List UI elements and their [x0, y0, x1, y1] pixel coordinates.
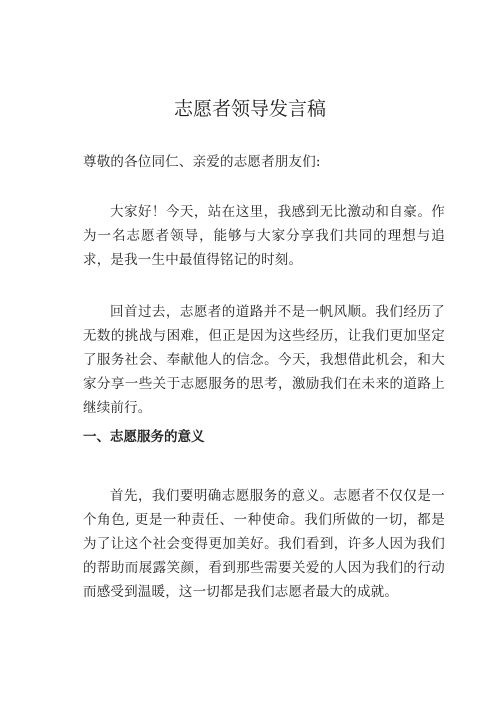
document-title: 志愿者领导发言稿: [173, 98, 326, 120]
salutation: 尊敬的各位同仁、亲爱的志愿者朋友们:: [83, 154, 321, 170]
paragraph-greeting: 大家好！今天，站在这里，我感到无比激动和自豪。作为一名志愿者领导，能够与大家分享我们共同的理想与追求，是我一生中最值得铭记的时刻。: [83, 204, 445, 268]
paragraph-reflection: 回首过去，志愿者的道路并不是一帆风顺。我们经历了无数的挑战与困难，但正是因为这些经历，让我们更加坚定了服务社会、奉献他人的信念。今天，我想借此机会，和大家分享一些关于志愿服务的思考，激励我们在未来的道路上继续前行。: [83, 304, 445, 416]
paragraph-meaning: 首先，我们要明确志愿服务的意义。志愿者不仅仅是一个角色, 更是一种责任、一种使命。我们所做的一切，都是为了让这个社会变得更加美好。我们看到，许多人因为我们的帮助而展露笑颜，看到那些需要关爱的人因为我们的行动而感受到温暖，这一切都是我们志愿者最大的成就。: [83, 488, 445, 600]
section-heading-meaning: 一、志愿服务的意义: [83, 429, 205, 445]
